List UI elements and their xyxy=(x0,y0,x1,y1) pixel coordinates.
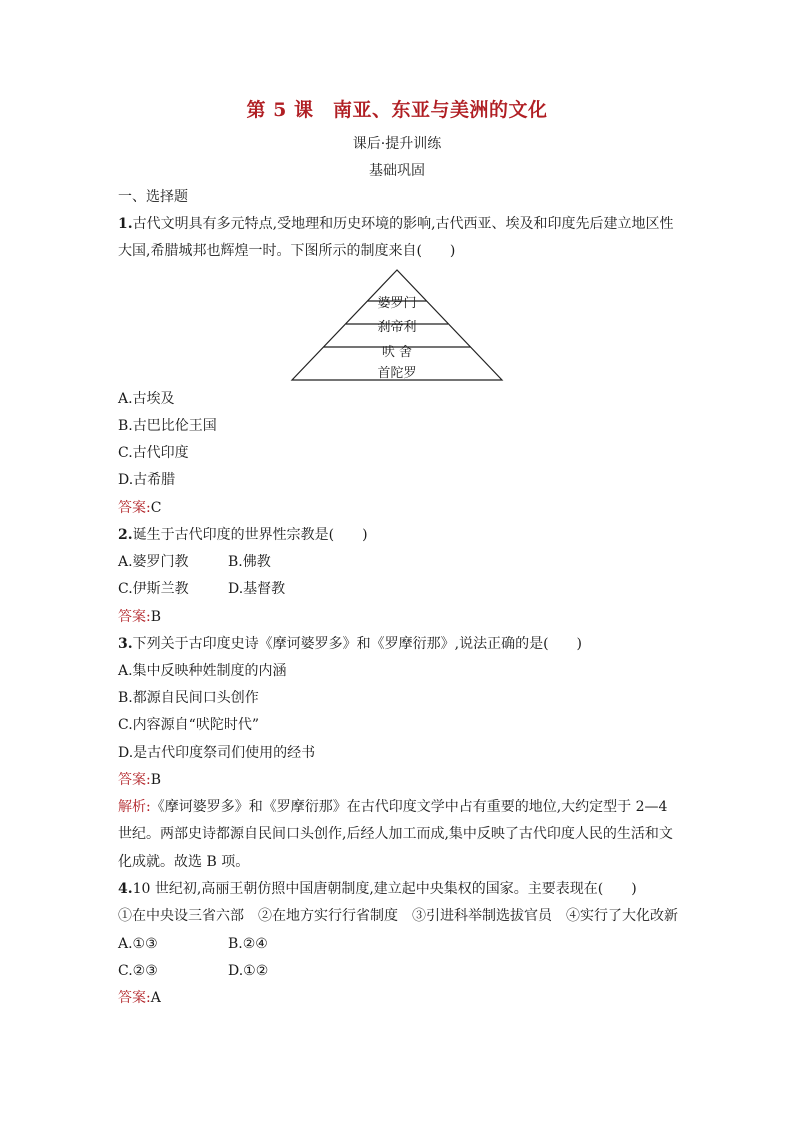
question-2-stem: 2.诞生于古代印度的世界性宗教是( ) xyxy=(118,527,368,543)
pyramid-tier-shudra: 首陀罗 xyxy=(377,366,417,381)
q3-option-d: D.是古代印度祭司们使用的经书 xyxy=(118,745,316,761)
pyramid-tier-vaishya: 吠 舍 xyxy=(381,345,413,360)
q2-option-b: B.佛教 xyxy=(228,554,271,570)
question-1-line2: 大国,希腊城邦也辉煌一时。下图所示的制度来自( ) xyxy=(118,243,456,259)
q4-answer: 答案:A xyxy=(118,990,161,1006)
q3-option-a: A.集中反映种姓制度的内涵 xyxy=(118,663,287,679)
q1-option-b: B.古巴比伦王国 xyxy=(118,418,217,434)
q4-options-row2 xyxy=(118,961,269,981)
q2-option-a: A.婆罗门教 xyxy=(118,554,189,570)
q4-option-a: A.①③ xyxy=(118,936,158,952)
q2-options-row2 xyxy=(118,579,286,599)
lesson-subtitle: 课后·提升训练 xyxy=(352,136,442,152)
q3-answer: 答案:B xyxy=(118,772,162,788)
pyramid-tier-kshatriya: 刹帝利 xyxy=(377,320,417,335)
q4-option-c: C.②③ xyxy=(118,963,158,979)
question-1-line1: 1.古代文明具有多元特点,受地理和历史环境的影响,古代西亚、埃及和印度先后建立地区性 xyxy=(118,216,674,232)
part-heading: 一、选择题 xyxy=(118,189,188,205)
q3-analysis-line1: 解析:《摩诃婆罗多》和《罗摩衍那》在古代印度文学中占有重要的地位,大约定型于 2—4 xyxy=(118,799,668,815)
q4-option-b: B.②④ xyxy=(228,936,268,952)
q3-analysis-line2: 世纪。两部史诗都源自民间口头创作,后经人加工而成,集中反映了古代印度人民的生活和文 xyxy=(118,826,673,842)
q4-option-d: D.①② xyxy=(228,963,269,979)
question-number: 1. xyxy=(118,216,133,232)
q2-option-d: D.基督教 xyxy=(228,581,286,597)
section-label: 基础巩固 xyxy=(369,163,425,179)
q3-option-c: C.内容源自“吠陀时代” xyxy=(118,717,259,733)
lesson-title: 第 5 课 南亚、东亚与美洲的文化 xyxy=(246,99,548,121)
q1-answer: 答案:C xyxy=(118,500,162,516)
q1-option-d: D.古希腊 xyxy=(118,472,176,488)
q2-options-row1 xyxy=(118,552,271,572)
question-4-stem: 4.10 世纪初,高丽王朝仿照中国唐朝制度,建立起中央集权的国家。主要表现在( ) xyxy=(118,881,637,897)
q1-option-a: A.古埃及 xyxy=(118,391,175,407)
q4-items: ①在中央设三省六部 ②在地方实行行省制度 ③引进科举制选拔官员 ④实行了大化改新 xyxy=(118,908,678,924)
q4-options-row1 xyxy=(118,934,268,954)
q2-option-c: C.伊斯兰教 xyxy=(118,581,189,597)
question-3-stem: 3.下列关于古印度史诗《摩诃婆罗多》和《罗摩衍那》,说法正确的是( ) xyxy=(118,636,582,652)
caste-pyramid-diagram xyxy=(290,268,504,382)
q3-analysis-line3: 化成就。故选 B 项。 xyxy=(118,854,250,870)
q2-answer: 答案:B xyxy=(118,609,162,625)
q3-option-b: B.都源自民间口头创作 xyxy=(118,690,259,706)
pyramid-tier-brahmin: 婆罗门 xyxy=(377,296,417,311)
q1-option-c: C.古代印度 xyxy=(118,445,189,461)
